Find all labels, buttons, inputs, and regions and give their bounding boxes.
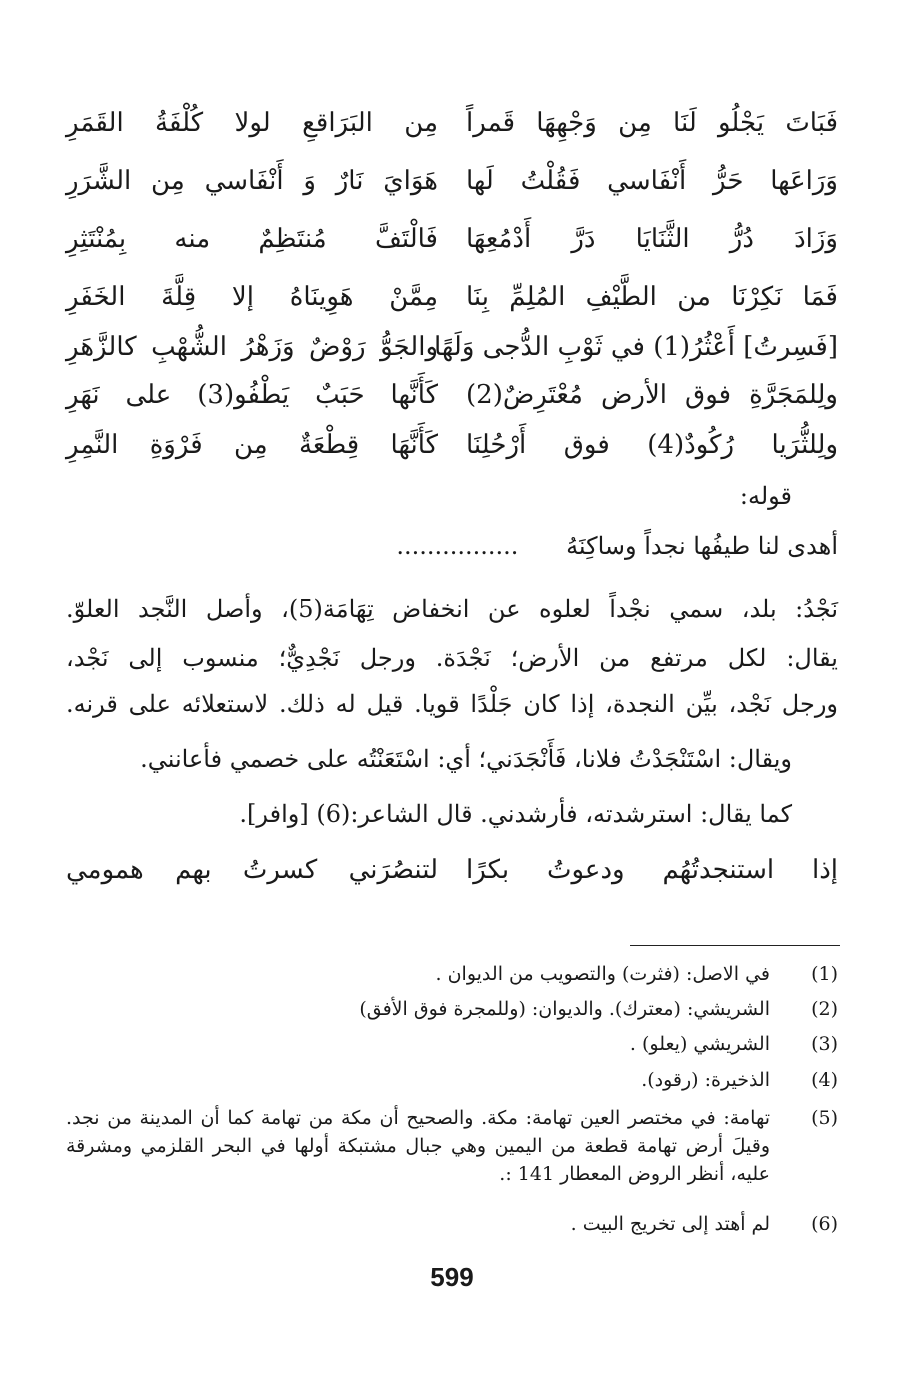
prose-line: يقال: لكل مرتفع من الأرض؛ نَجْدَة. ورجل نَجْدِيٌّ؛ منسوب إلى نَجْد، (66, 644, 838, 672)
prose-line: ويقال: اسْتَنْجَدْتُ فلانا، فَأَنْجَدَني؛ أي: اسْتَعَنْتُه على خصمي فأعانني. (140, 745, 792, 773)
footnote-text: في الاصل: (فثرت) والتصويب من الديوان . (435, 963, 770, 985)
quoted-verse-dots: ................ (396, 532, 519, 560)
prose-line: ورجل نَجْد، بيِّن النجدة، إذا كان جَلْدًا قويا. قيل له ذلك. لاستعلائه على قرنه. (66, 690, 838, 718)
verse-first-hemistich: ولِلمَجَرَّةِ فوق الأرض مُعْتَرِضٌ(2) (466, 380, 838, 410)
verse-line (66, 420, 838, 470)
verse-second-hemistich: مِن البَرَاقعِ لولا كُلْفَةُ القَمَرِ (66, 108, 438, 138)
verse-first-hemistich: [فَسِرتُ] أَعْثُرُ(1) في ثَوْبِ الدُّجى وَلَهًا (434, 332, 838, 362)
verse-first-hemistich: وَرَاعَها حَرُّ أَنْفَاسي فَقُلْتُ لَها (466, 166, 838, 196)
verse-first-hemistich: فَبَاتَ يَجْلُو لَنَا مِن وَجْهِهَا قَمراً (466, 108, 838, 138)
footnote-text: تهامة: في مختصر العين تهامة: مكة. والصحيح أن مكة من تهامة كما أن المدينة من نجد. وقيلَ أرض تهامة قطعة من اليمين وهي جبال مشتبكة أولها في البحر القلزمي ومشرقة عليه، أنظر الروض المعطار 141 :. (66, 1107, 770, 1185)
footnote (66, 995, 838, 1023)
footnote-text: الذخيرة: (رقود). (641, 1069, 770, 1091)
quoted-verse-text: أهدى لنا طيفُها نجداً وساكِنَهُ (566, 532, 838, 560)
footnote (66, 960, 838, 988)
verse-second-hemistich: فَالْتَفَّ مُنتَظِمٌ منه بِمُنْتَثِرِ (66, 224, 438, 254)
footnote (66, 1210, 838, 1238)
prose-line: نَجْدُ: بلد، سمي نجْداً لعلوه عن انخفاض تِهَامَة(5)، وأصل النَّجد العلوّ. (66, 595, 839, 623)
prose-line: كما يقال: استرشدته، فأرشدني. قال الشاعر:(6) [وافر]. (239, 800, 792, 828)
footnote-text: الشريشي (يعلو) . (629, 1033, 770, 1055)
footnote-number: (1) (811, 963, 838, 985)
verse-line (66, 214, 838, 264)
page-number: 599 (430, 1262, 474, 1292)
verse-second-hemistich: والجَوُّ رَوْضٌ وَزَهْرُ الشُّهْبِ كالزَّهَرِ (66, 332, 438, 362)
footnote-number: (4) (811, 1069, 838, 1091)
verse-first-hemistich: ولِلثُّرَيا رُكُودٌ(4) فوق أَرْحُلِنَا (466, 430, 838, 460)
verse-line (66, 156, 838, 206)
verse-second-hemistich: كَأَنَّهَا قِطْعَةٌ مِن فَرْوَةِ النَّمِرِ (66, 430, 438, 460)
verse-second-hemistich: مِمَّنْ هَوِينَاهُ إلا قِلَّةَ الخَفَرِ (66, 282, 438, 312)
quoted-poem-verse (66, 845, 838, 895)
footnote (66, 1030, 838, 1058)
verse-first-hemistich: وَزَادَ دُرُّ الثَّنَايَا دَرَّ أَدْمُعِهَا (466, 224, 838, 254)
verse-first-hemistich: إذا استنجدتُهُم ودعوتُ بكرًا (466, 855, 838, 885)
quoted-verse (396, 532, 838, 560)
footnote (66, 1104, 838, 1188)
footnote-number: (2) (811, 998, 838, 1020)
footnote-number: (5) (811, 1107, 838, 1129)
verse-line (66, 272, 838, 322)
verse-line (66, 370, 838, 420)
verse-second-hemistich: كَأَنَّها حَبَبٌ يَطْفُو(3) على نَهَرِ (66, 380, 439, 410)
verse-line (66, 322, 838, 372)
footnote-text: الشريشي: (معترك). والديوان: (وللمجرة فوق الأفق) (359, 998, 770, 1020)
verse-second-hemistich: لتنصُرَني كسرتُ بهم همومي (66, 855, 438, 885)
footnote (66, 1066, 838, 1094)
qawluh-label: قوله: (739, 482, 792, 510)
footnote-number: (3) (811, 1033, 838, 1055)
footnote-divider (630, 945, 840, 946)
footnote-number: (6) (811, 1213, 838, 1235)
footnote-text: لم أهتد إلى تخريج البيت . (570, 1213, 770, 1235)
verse-second-hemistich: هَوَايَ نَارٌ وَ أَنْفَاسي مِن الشَّرَرِ (66, 166, 438, 196)
verse-line (66, 98, 838, 148)
verse-first-hemistich: فَمَا نَكِرْنَا من الطَّيْفِ المُلِمِّ بِنَا (466, 282, 838, 312)
